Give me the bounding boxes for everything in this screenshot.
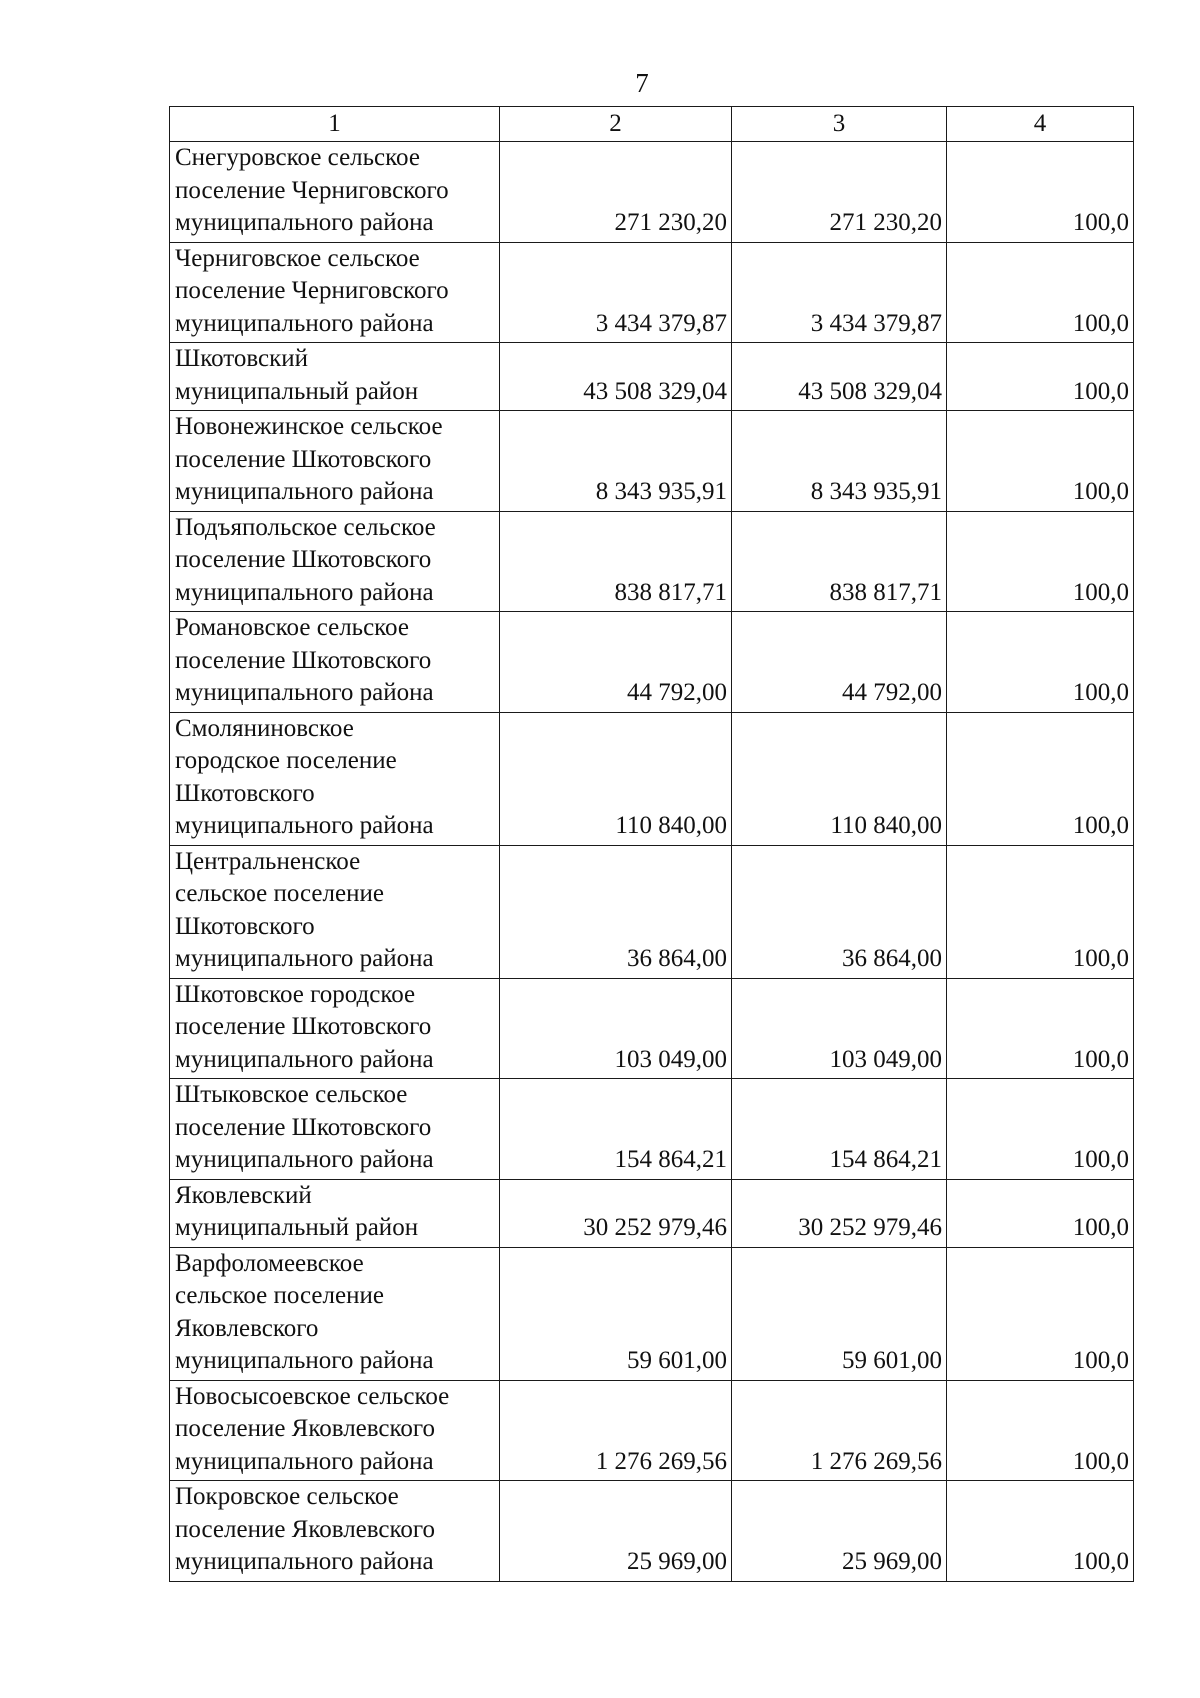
municipality-name-cell: Покровское сельское поселение Яковлевского муниципального района: [170, 1481, 500, 1582]
amount-col2-cell: 110 840,00: [500, 712, 732, 845]
data-table: [169, 106, 1134, 1582]
table-row: [170, 1079, 1134, 1180]
table-row: [170, 511, 1134, 612]
municipality-name-cell: Черниговское сельское поселение Черниговского муниципального района: [170, 242, 500, 343]
amount-col3-cell: 8 343 935,91: [732, 411, 947, 512]
header-col-2: 2: [500, 107, 732, 142]
municipality-name-cell: Романовское сельское поселение Шкотовского муниципального района: [170, 612, 500, 713]
amount-col3-cell: 103 049,00: [732, 978, 947, 1079]
percent-col4-cell: 100,0: [947, 712, 1134, 845]
amount-col3-cell: 59 601,00: [732, 1247, 947, 1380]
percent-col4-cell: 100,0: [947, 411, 1134, 512]
percent-col4-cell: 100,0: [947, 845, 1134, 978]
table-row: [170, 978, 1134, 1079]
table-row: [170, 411, 1134, 512]
amount-col2-cell: 3 434 379,87: [500, 242, 732, 343]
table-row: [170, 242, 1134, 343]
amount-col2-cell: 43 508 329,04: [500, 343, 732, 411]
percent-col4-cell: 100,0: [947, 978, 1134, 1079]
amount-col2-cell: 8 343 935,91: [500, 411, 732, 512]
amount-col2-cell: 1 276 269,56: [500, 1380, 732, 1481]
amount-col3-cell: 36 864,00: [732, 845, 947, 978]
percent-col4-cell: 100,0: [947, 1481, 1134, 1582]
table-row: [170, 343, 1134, 411]
amount-col2-cell: 30 252 979,46: [500, 1179, 732, 1247]
percent-col4-cell: 100,0: [947, 242, 1134, 343]
percent-col4-cell: 100,0: [947, 511, 1134, 612]
amount-col3-cell: 3 434 379,87: [732, 242, 947, 343]
table-row: [170, 712, 1134, 845]
header-col-1: 1: [170, 107, 500, 142]
table-row: [170, 1247, 1134, 1380]
amount-col3-cell: 43 508 329,04: [732, 343, 947, 411]
amount-col2-cell: 103 049,00: [500, 978, 732, 1079]
amount-col3-cell: 30 252 979,46: [732, 1179, 947, 1247]
municipality-name-cell: Яковлевский муниципальный район: [170, 1179, 500, 1247]
percent-col4-cell: 100,0: [947, 1179, 1134, 1247]
table-header: [170, 107, 1134, 142]
amount-col3-cell: 44 792,00: [732, 612, 947, 713]
municipality-name-cell: Варфоломеевское сельское поселение Яковлевского муниципального района: [170, 1247, 500, 1380]
table-row: [170, 1481, 1134, 1582]
municipality-name-cell: Снегуровское сельское поселение Черниговского муниципального района: [170, 142, 500, 243]
percent-col4-cell: 100,0: [947, 343, 1134, 411]
amount-col2-cell: 44 792,00: [500, 612, 732, 713]
amount-col3-cell: 838 817,71: [732, 511, 947, 612]
percent-col4-cell: 100,0: [947, 142, 1134, 243]
table-row: [170, 1380, 1134, 1481]
header-col-3: 3: [732, 107, 947, 142]
table-body: [170, 142, 1134, 1582]
amount-col3-cell: 154 864,21: [732, 1079, 947, 1180]
percent-col4-cell: 100,0: [947, 612, 1134, 713]
amount-col2-cell: 25 969,00: [500, 1481, 732, 1582]
percent-col4-cell: 100,0: [947, 1247, 1134, 1380]
amount-col2-cell: 59 601,00: [500, 1247, 732, 1380]
percent-col4-cell: 100,0: [947, 1380, 1134, 1481]
municipality-name-cell: Штыковское сельское поселение Шкотовского муниципального района: [170, 1079, 500, 1180]
table-row: [170, 612, 1134, 713]
amount-col3-cell: 1 276 269,56: [732, 1380, 947, 1481]
amount-col2-cell: 838 817,71: [500, 511, 732, 612]
page-number: [0, 70, 1200, 97]
percent-col4-cell: 100,0: [947, 1079, 1134, 1180]
municipality-name-cell: Шкотовское городское поселение Шкотовского муниципального района: [170, 978, 500, 1079]
amount-col2-cell: 271 230,20: [500, 142, 732, 243]
table-row: [170, 845, 1134, 978]
page-number-text: 7: [635, 68, 649, 98]
amount-col2-cell: 36 864,00: [500, 845, 732, 978]
municipality-name-cell: Новосысоевское сельское поселение Яковлевского муниципального района: [170, 1380, 500, 1481]
amount-col3-cell: 110 840,00: [732, 712, 947, 845]
municipality-name-cell: Новонежинское сельское поселение Шкотовского муниципального района: [170, 411, 500, 512]
municipality-name-cell: Смоляниновское городское поселение Шкотовского муниципального района: [170, 712, 500, 845]
municipality-name-cell: Центральненское сельское поселение Шкотовского муниципального района: [170, 845, 500, 978]
municipality-name-cell: Шкотовский муниципальный район: [170, 343, 500, 411]
amount-col3-cell: 271 230,20: [732, 142, 947, 243]
amount-col2-cell: 154 864,21: [500, 1079, 732, 1180]
table-row: [170, 142, 1134, 243]
header-col-4: 4: [947, 107, 1134, 142]
table-row: [170, 1179, 1134, 1247]
amount-col3-cell: 25 969,00: [732, 1481, 947, 1582]
municipality-name-cell: Подъяпольское сельское поселение Шкотовского муниципального района: [170, 511, 500, 612]
header-row: [170, 107, 1134, 142]
